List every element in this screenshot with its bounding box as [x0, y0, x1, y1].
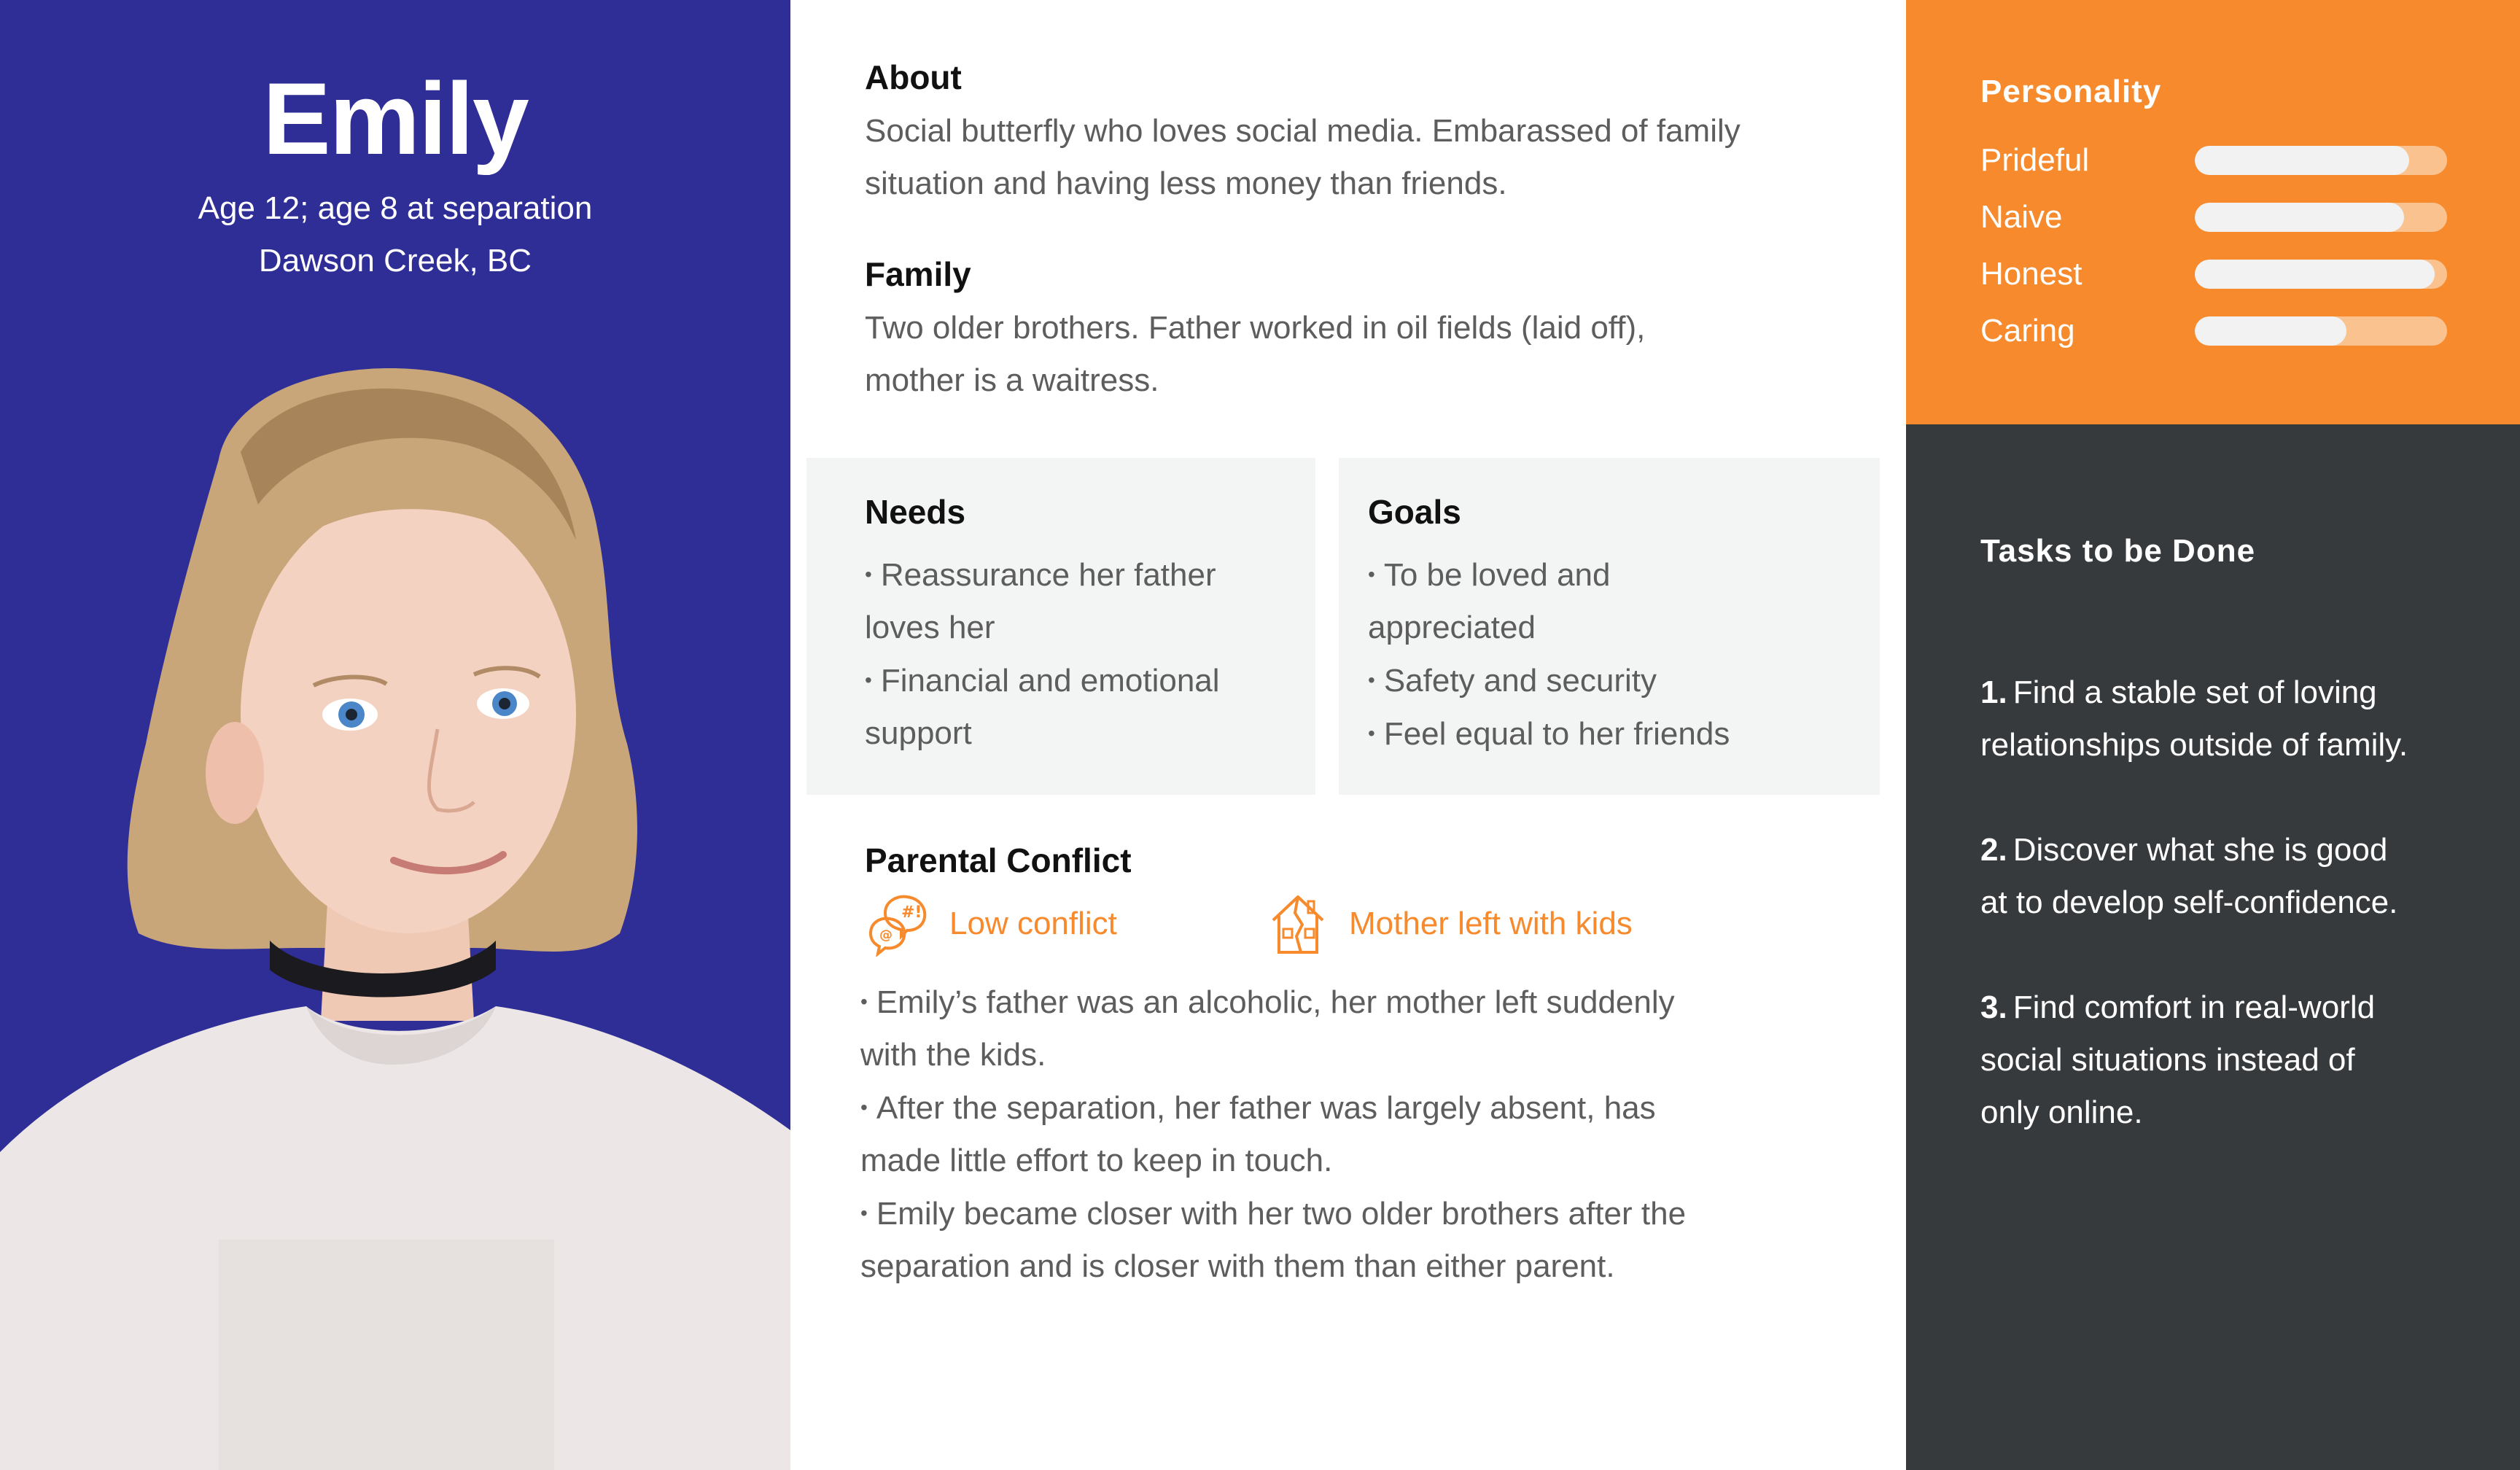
personality-heading: Personality [1980, 74, 2162, 109]
persona-location: Dawson Creek, BC [258, 243, 532, 279]
task-number: 2. [1980, 832, 2007, 868]
conflict-tag-label: Low conflict [949, 906, 1117, 941]
speech-bubbles-icon [865, 891, 930, 957]
conflict-tag-low [865, 891, 1117, 957]
family-line: Two older brothers. Father worked in oil fields (laid off), [865, 310, 1646, 346]
trait-bar-fill [2195, 203, 2404, 232]
goals-heading: Goals [1368, 493, 1461, 531]
family-text [865, 302, 1645, 407]
task-item: 1. Find a stable set of loving relationships outside of family. [1980, 674, 2408, 763]
goals-list [1368, 548, 1864, 761]
trait-label: Prideful [1980, 142, 2090, 178]
broken-house-icon [1269, 891, 1327, 957]
trait-bar [2195, 316, 2447, 346]
persona-age: Age 12; age 8 at separation [198, 190, 593, 226]
trait-naive [1980, 195, 2447, 239]
trait-bar-fill [2195, 260, 2435, 289]
needs-heading: Needs [865, 493, 966, 531]
about-line: situation and having less money than friends. [865, 166, 1507, 201]
list-item: • Emily’s father was an alcoholic, her mother left suddenly with the kids. [860, 984, 1675, 1073]
tasks-panel [1906, 424, 2520, 1470]
profile-panel [0, 0, 790, 1470]
svg-text:#!: #! [901, 903, 922, 922]
tasks-heading: Tasks to be Done [1980, 533, 2256, 569]
trait-bar [2195, 146, 2447, 175]
trait-label: Honest [1980, 256, 2082, 292]
parental-conflict-heading: Parental Conflict [865, 841, 1132, 879]
list-item: • Feel equal to her friends [1368, 716, 1730, 752]
list-item: • Safety and security [1368, 663, 1657, 699]
family-line: mother is a waitress. [865, 362, 1159, 398]
task-number: 3. [1980, 989, 2007, 1025]
trait-bar [2195, 260, 2447, 289]
conflict-tag-label: Mother left with kids [1349, 906, 1633, 941]
needs-list [865, 548, 1302, 760]
trait-caring [1980, 309, 2447, 353]
list-item: • After the separation, her father was largely absent, has made little effort to keep in touch. [860, 1090, 1656, 1178]
conflict-tag-mother-left [1269, 891, 1633, 957]
task-number: 1. [1980, 674, 2007, 710]
about-line: Social butterfly who loves social media. Embarassed of family [865, 113, 1741, 149]
trait-bar-fill [2195, 146, 2409, 175]
trait-label: Caring [1980, 313, 2075, 349]
trait-honest [1980, 252, 2447, 296]
list-item: • Emily became closer with her two older brothers after the separation and is closer with them than either parent. [860, 1196, 1687, 1284]
about-heading: About [865, 58, 962, 96]
conflict-notes [860, 976, 1852, 1293]
persona-name: Emily [262, 61, 528, 176]
portrait-photo [0, 365, 790, 1470]
task-item: 3. Find comfort in real-world social situations instead of only online. [1980, 989, 2376, 1130]
trait-bar [2195, 203, 2447, 232]
trait-bar-fill [2195, 316, 2346, 346]
trait-prideful [1980, 139, 2447, 182]
list-item: • Reassurance her father loves her [865, 557, 1216, 645]
family-heading: Family [865, 255, 971, 293]
list-item: • Financial and emotional support [865, 663, 1220, 751]
about-text [865, 105, 1741, 210]
trait-label: Naive [1980, 199, 2063, 235]
svg-text:@: @ [879, 928, 892, 943]
task-item: 2. Discover what she is good at to develop self-confidence. [1980, 832, 2398, 920]
list-item: • To be loved and appreciated [1368, 557, 1611, 645]
